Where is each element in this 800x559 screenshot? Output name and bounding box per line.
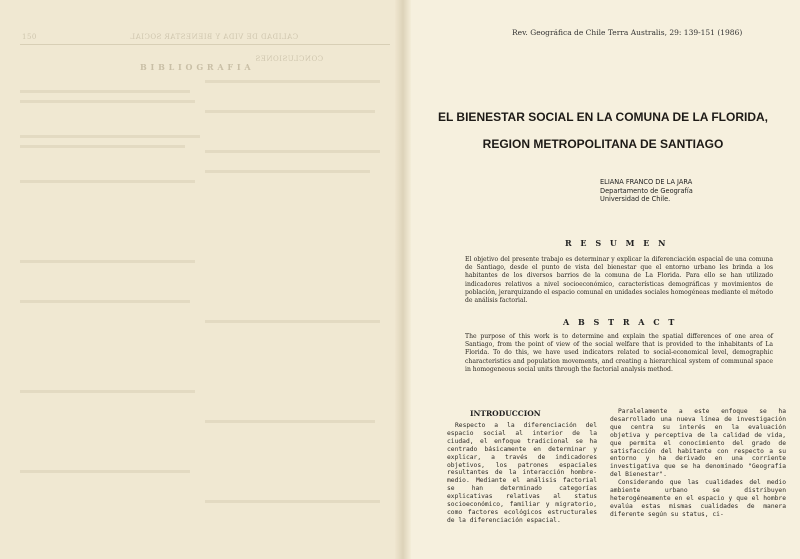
conclusions-heading: CONCLUSIONES <box>255 55 324 63</box>
resumen-text: El objetivo del presente trabajo es determinar y explicar la diferenciación espacial de una comuna de Santiago, desde el punto de vista del bienestar que el entorno urbano les brinda a los habitantes de los diversos barrios de la comuna de La Florida. Para ello se han utilizado indicadores relativos a nivel socioeconómico, características demográficas y movimientos de población, jerarquizando el espacio comunal en unidades sociales homogéneas mediante el método de análisis factorial. <box>465 256 773 305</box>
ghost-text-line <box>205 320 380 323</box>
author-university: Universidad de Chile. <box>600 195 671 203</box>
ghost-text-line <box>205 170 370 173</box>
resumen-heading: R E S U M E N <box>565 238 669 248</box>
author-block <box>600 178 780 204</box>
abstract-heading: A B S T R A C T <box>563 317 678 327</box>
ghost-text-line <box>205 420 375 423</box>
introduccion-heading: INTRODUCCION <box>470 409 541 418</box>
intro-column-2-paragraph-2: Considerando que las cualidades del medio ambiente urbano se distribuyen heterogéneamente en el espacio y que el hombre evalúa estas mismas cualidades de manera diferente según su status, ci- <box>610 479 786 518</box>
ghost-text-line <box>20 100 195 103</box>
ghost-text-line <box>20 390 195 393</box>
intro-column-2 <box>610 408 786 519</box>
bibliography-heading: B I B L I O G R A F I A <box>140 62 252 72</box>
ghost-text-line <box>20 470 190 473</box>
article-title-line1: EL BIENESTAR SOCIAL EN LA COMUNA DE LA FLORIDA, <box>437 110 768 124</box>
ghost-text-line <box>205 150 380 153</box>
ghost-text-line <box>205 80 380 83</box>
ghost-text-line <box>20 180 195 183</box>
intro-column-2-paragraph-1: Paralelamente a este enfoque se ha desarrollado una nueva línea de investigación que centra su interés en la evaluación objetiva y perceptiva de la calidad de vida, que permita el conocimiento del grado de satisfacción del habitante con respecto a su entorno y ha derivado en una corriente investigativa que se ha denominado "Geografía del Bienestar". <box>610 408 786 479</box>
author-department: Departamento de Geografía <box>600 186 693 195</box>
ghost-text-line <box>20 145 185 148</box>
running-header: Rev. Geográfica de Chile Terra Australis, 29: 139-151 (1986) <box>512 28 743 37</box>
ghost-text-line <box>20 300 190 303</box>
intro-column-1: Respecto a la diferenciación del espacio social al interior de la ciudad, el enfoque tradicional se ha centrado básicamente en determinar y explicar, a través de indicadores objetivos, los patrones espaciales resultantes de la interacción hombre-medio. Mediante el análisis factorial se han determinado categorías explicativas relativas al status socioeconómico, familiar y migratorio, como factores ecológicos estructurales de la diferenciación espacial. <box>447 422 597 524</box>
ghost-text-line <box>205 500 380 503</box>
book-gutter <box>395 0 411 559</box>
left-page-number: 150 <box>22 33 37 41</box>
article-title-line2: REGION METROPOLITANA DE SANTIAGO <box>482 137 724 151</box>
left-running-header: CALIDAD DE VIDA Y BIENESTAR SOCIAL <box>130 33 299 41</box>
ghost-text-line <box>20 135 200 138</box>
abstract-text: The purpose of this work is to determine and explain the spatial differences of one area of Santiago, from the point of view of the social welfare that is provided to the inhabitants of La Florida. To do this, we have used indicators related to social-economical level, demographic characteristics and population movements, and creating a hierarchical system of communal space in homogeneous social units through the factorial analysis method. <box>465 333 773 373</box>
ghost-text-line <box>20 260 195 263</box>
left-header-rule <box>20 44 390 45</box>
ghost-text-line <box>205 110 375 113</box>
author-name: ELIANA FRANCO DE LA JARA <box>600 178 693 186</box>
left-page <box>0 0 395 559</box>
ghost-text-line <box>20 90 190 93</box>
